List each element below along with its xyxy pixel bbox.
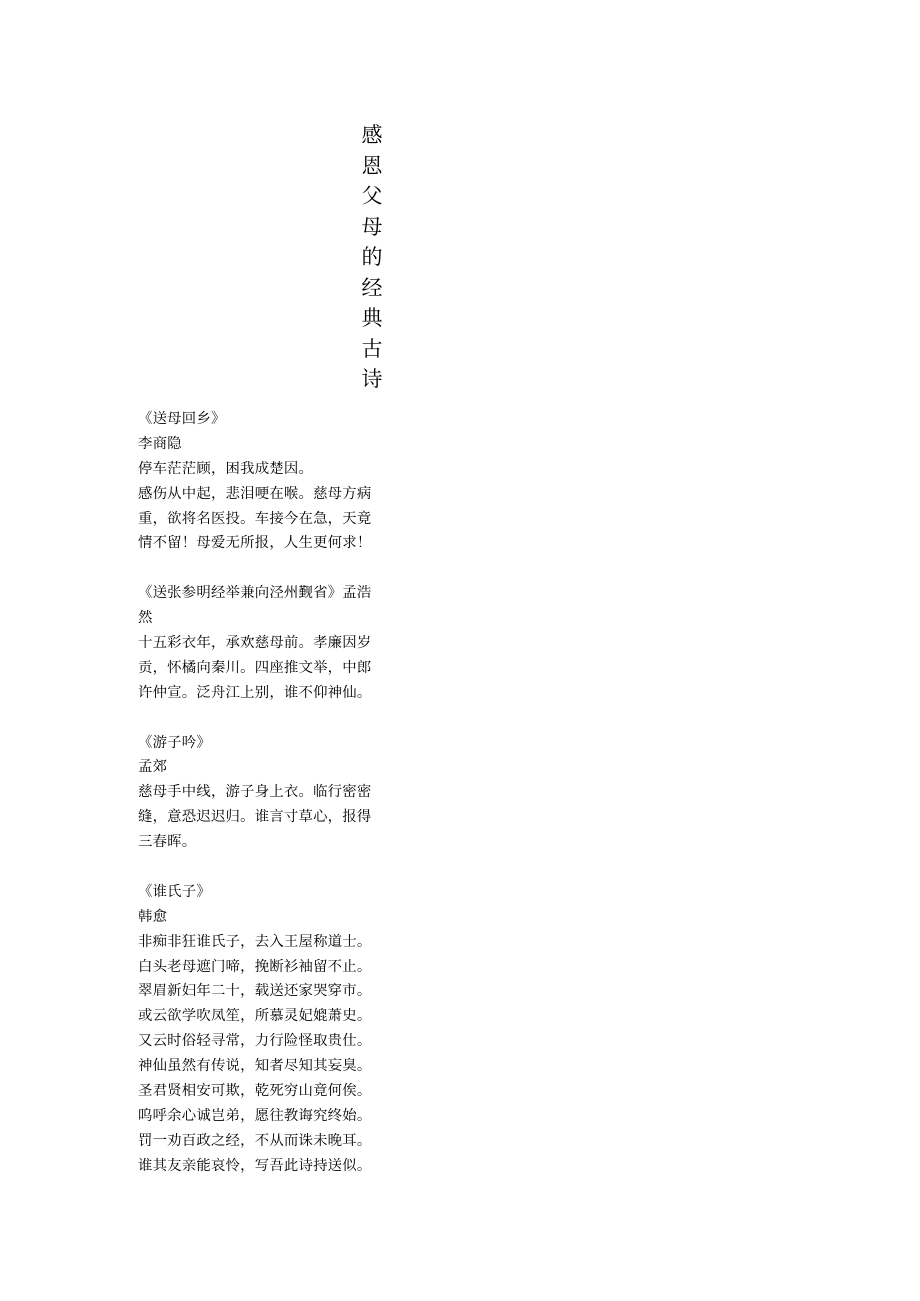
- poem-title: 《送张参明经举兼向泾州觐省》孟浩: [138, 585, 372, 602]
- poem-line: 或云欲学吹凤笙，所慕灵妃媲萧史。: [138, 1008, 372, 1025]
- poem-line: 慈母手中线，游子身上衣。临行密密: [138, 784, 372, 801]
- paragraph-gap: [138, 556, 398, 581]
- poem-line: 罚一劝百政之经，不从而诛未晚耳。: [138, 1132, 372, 1149]
- poem-author: 孟郊: [138, 759, 168, 776]
- paragraph-gap: [138, 855, 398, 880]
- poem-block: [138, 731, 398, 855]
- poem-collection: [138, 407, 398, 1179]
- poem-line: 许仲宣。泛舟江上别，谁不仰神仙。: [138, 684, 372, 701]
- poem-block: [138, 581, 398, 705]
- poem-title: 《送母回乡》: [138, 411, 226, 427]
- poem-block: [138, 880, 398, 1179]
- poem-line: 贡，怀橘向秦川。四座推文举，中郎: [138, 659, 372, 676]
- poem-line: 三春晖。: [138, 834, 197, 851]
- poem-author: 韩愈: [138, 908, 168, 925]
- poem-block: [138, 407, 398, 556]
- poem-line: 翠眉新妇年二十，载送还家哭穿市。: [138, 983, 372, 1000]
- poem-line: 缝，意恐迟迟归。谁言寸草心，报得: [138, 809, 372, 826]
- poem-title: 《谁氏子》: [138, 883, 211, 900]
- poem-line: 圣君贤相安可欺，乾死穷山竟何俟。: [138, 1083, 372, 1100]
- poem-line: 又云时俗轻寻常，力行险怪取贵仕。: [138, 1033, 372, 1050]
- poem-line: 十五彩衣年，承欢慈母前。孝廉因岁: [138, 635, 372, 652]
- poem-line: 神仙虽然有传说，知者尽知其妄臭。: [138, 1058, 372, 1075]
- poem-line: 非痴非狂谁氏子，去入王屋称道士。: [138, 933, 372, 950]
- poem-line: 停车茫茫顾，困我成楚因。: [138, 460, 314, 477]
- document-title: 感恩父母的经典古诗: [361, 123, 383, 391]
- poem-line: 白头老母遮门啼，挽断衫袖留不止。: [138, 958, 372, 975]
- poem-title: 《游子吟》: [138, 734, 211, 751]
- poem-author: 李商隐: [138, 435, 182, 452]
- poem-author: 然: [138, 610, 153, 627]
- poem-line: 感伤从中起，悲泪哽在喉。慈母方病: [138, 485, 372, 502]
- paragraph-gap: [138, 706, 398, 731]
- poem-line: 重，欲将名医投。车接今在急，天竟: [138, 510, 372, 527]
- poem-line: 呜呼余心诚岂弟，愿往教诲究终始。: [138, 1107, 372, 1124]
- poem-line: 谁其友亲能哀怜，写吾此诗持送似。: [138, 1157, 372, 1174]
- poem-line: 情不留！母爱无所报，人生更何求！: [138, 535, 372, 552]
